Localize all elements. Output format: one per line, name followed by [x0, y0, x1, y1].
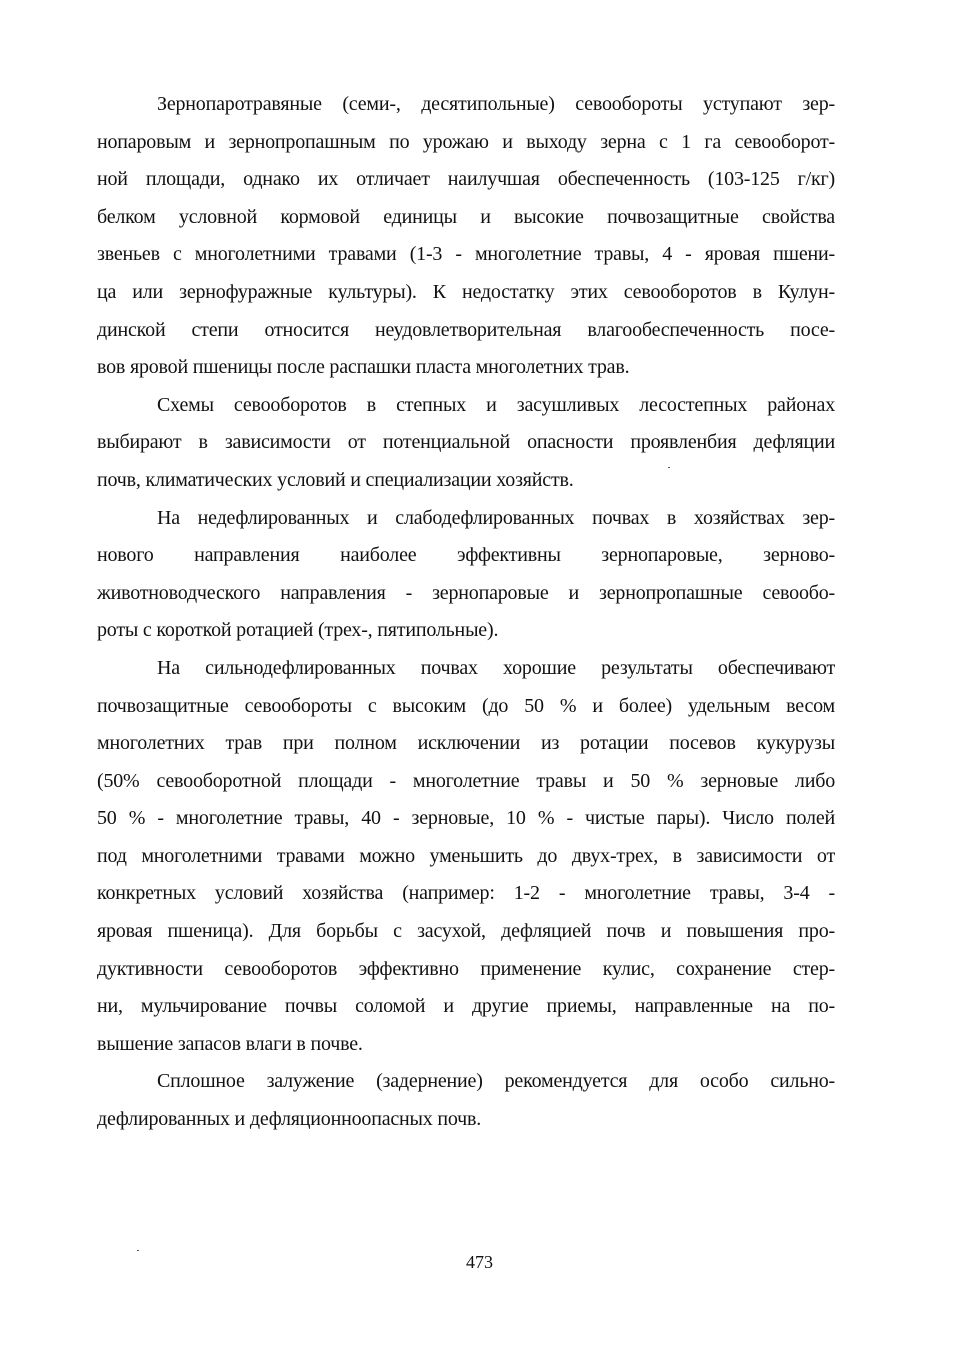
text-line: дефлированных и дефляционноопасных почв. [97, 1108, 482, 1131]
text-line: 50 % - многолетние травы, 40 - зерновые, 10 % - чистые пары). Число полей [97, 807, 835, 830]
text-line: яровая пшеница). Для борьбы с засухой, дефляцией почв и повышения про- [97, 920, 835, 943]
text-line: вышение запасов влаги в почве. [97, 1032, 363, 1055]
text-line: почв, климатических условий и специализации хозяйств. [97, 468, 574, 491]
paragraph-1 [97, 86, 835, 387]
text-line: под многолетними травами можно уменьшить до двух-трех, в зависимости от [97, 844, 835, 867]
text-line: (50% севооборотной площади - многолетние травы и 50 % зерновые либо [97, 769, 835, 792]
text-line: ной площади, однако их отличает наилучшая обеспеченность (103-125 г/кг) [97, 168, 835, 191]
text-line: почвозащитные севообороты с высоким (до 50 % и более) удельным весом [97, 694, 835, 717]
text-line: На недефлированных и слабодефлированных почвах в хозяйствах зер- [157, 506, 835, 529]
text-line: дуктивности севооборотов эффективно применение кулис, сохранение стер- [97, 957, 835, 980]
text-line: многолетних трав при полном исключении из ротации посевов кукурузы [97, 732, 835, 755]
paragraph-5 [97, 1063, 835, 1138]
text-line: ни, мульчирование почвы соломой и другие приемы, направленные на по- [97, 995, 835, 1018]
text-line: Сплошное залужение (задернение) рекомендуется для особо сильно- [157, 1070, 835, 1093]
paragraph-4 [97, 650, 835, 1064]
scan-speck [668, 467, 670, 468]
text-line: нопаровым и зернопропашным по урожаю и выходу зерна с 1 га севооборот- [97, 130, 835, 153]
text-line: выбирают в зависимости от потенциальной опасности проявленбия дефляции [97, 431, 835, 454]
text-line: динской степи относится неудовлетворительная влагообеспеченность посе- [97, 318, 835, 341]
text-line: Схемы севооборотов в степных и засушливых лесостепных районах [157, 393, 835, 416]
text-line: ца или зернофуражные культуры). К недостатку этих севооборотов в Кулун- [97, 280, 835, 303]
page-number: 473 [466, 1252, 493, 1272]
text-line: конкретных условий хозяйства (например: 1-2 - многолетние травы, 3-4 - [97, 882, 835, 905]
text-line: белком условной кормовой единицы и высокие почвозащитные свойства [97, 205, 835, 228]
text-line: животноводческого направления - зернопаровые и зернопропашные севообо- [97, 581, 835, 604]
text-line: На сильнодефлированных почвах хорошие результаты обеспечивают [157, 656, 835, 679]
text-line: нового направления наиболее эффективны зернопаровые, зерново- [97, 544, 835, 567]
paragraph-2 [97, 387, 835, 500]
body-text [97, 86, 835, 1139]
scan-speck [137, 1250, 139, 1251]
paragraph-3 [97, 500, 835, 650]
text-line: Зернопаротравяные (семи-, десятипольные) севообороты уступают зер- [157, 93, 835, 115]
text-line: звеньев с многолетними травами (1-3 - многолетние травы, 4 - яровая пшени- [97, 243, 835, 266]
text-line: роты с короткой ротацией (трех-, пятипольные). [97, 619, 499, 642]
text-line: вов яровой пшеницы после распашки пласта многолетних трав. [97, 356, 630, 379]
